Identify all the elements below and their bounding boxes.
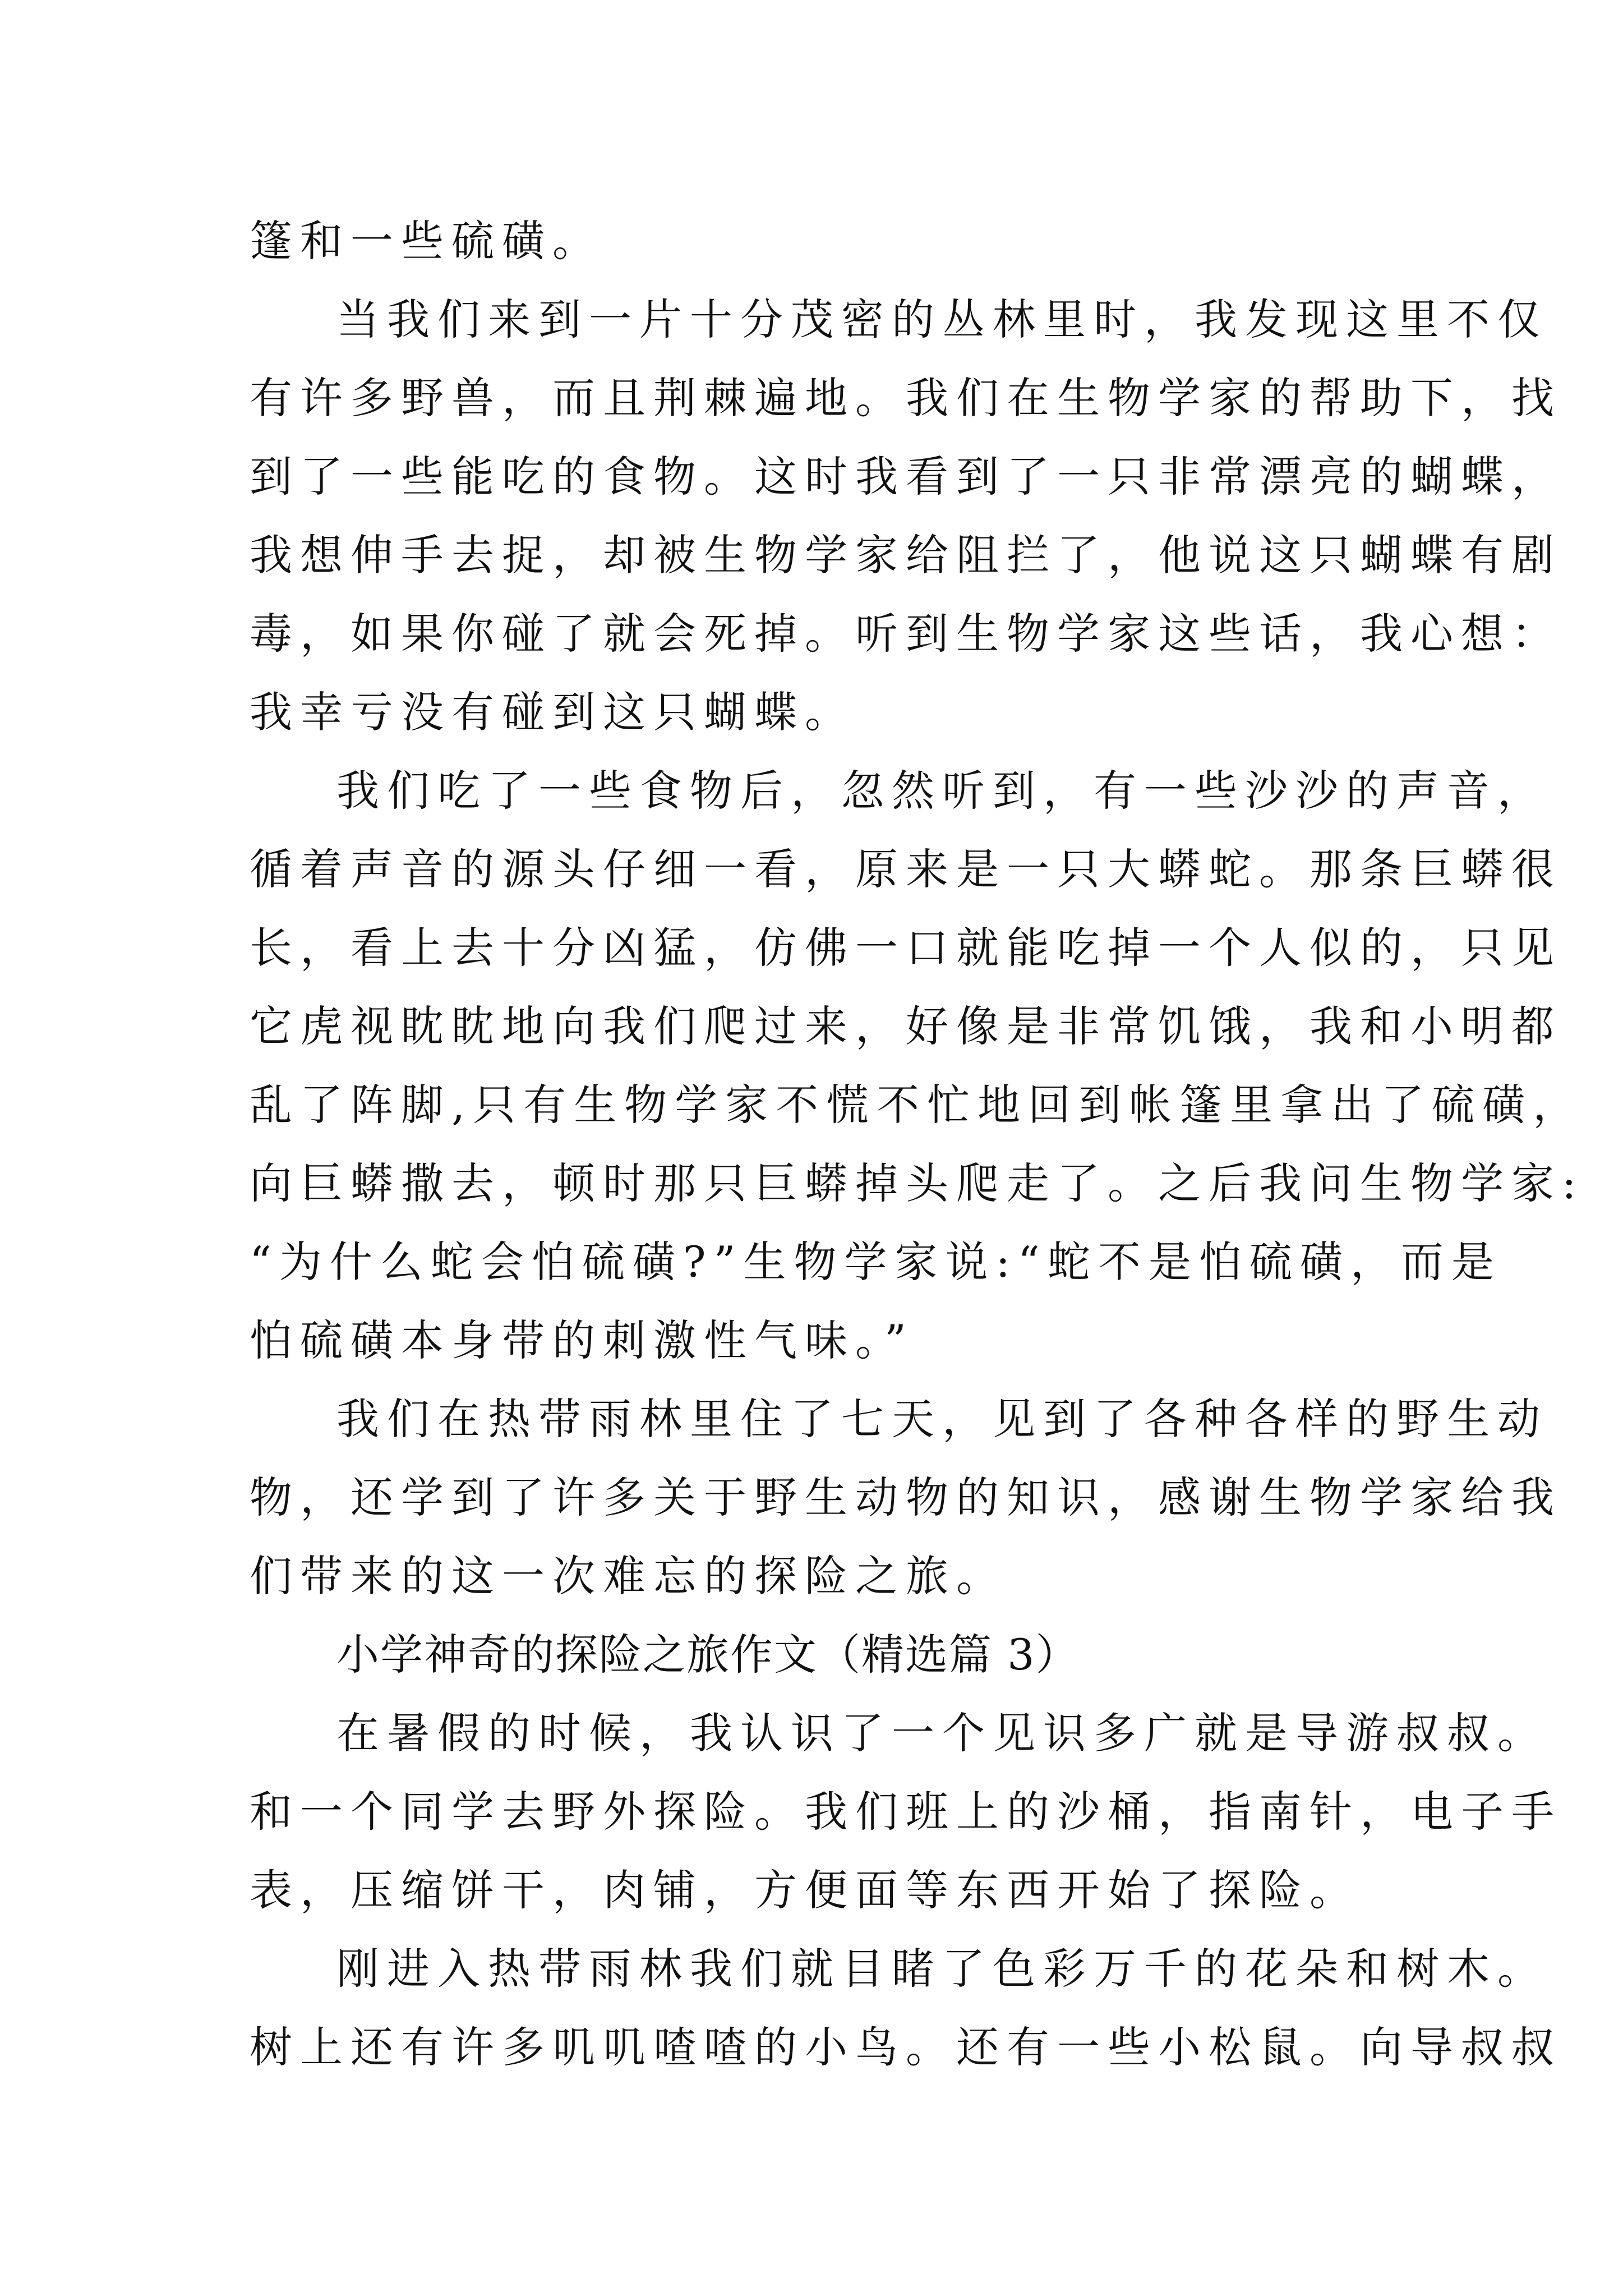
text-line: 当我们来到一片十分茂密的丛林里时，我发现这里不仅 [336,295,1548,344]
text-line: 它虎视眈眈地向我们爬过来，好像是非常饥饿，我和小明都 [250,1001,1562,1051]
text-line: 毒，如果你碰了就会死掉。听到生物学家这些话，我心想： [250,609,1562,659]
text-line: 我们在热带雨林里住了七天，见到了各种各样的野生动 [336,1394,1548,1444]
section-heading: 小学神奇的探险之旅作文（精选篇 3） [336,1630,1080,1680]
text-line: 我们吃了一些食物后，忽然听到，有一些沙沙的声音， [336,766,1548,816]
text-line: 我幸亏没有碰到这只蝴蝶。 [250,687,855,737]
text-line: 乱了阵脚,只有生物学家不慌不忙地回到帐篷里拿出了硫磺， [250,1080,1584,1130]
text-line: 树上还有许多叽叽喳喳的小鸟。还有一些小松鼠。向导叔叔 [250,2022,1562,2072]
text-line: 刚进入热带雨林我们就目睹了色彩万千的花朵和树木。 [336,1944,1548,1994]
text-line: 物，还学到了许多关于野生动物的知识，感谢生物学家给我 [250,1473,1562,1522]
text-line: “为什么蛇会怕硫磺?”生物学家说:“蛇不是怕硫磺，而是 [250,1237,1502,1287]
text-line: 到了一些能吃的食物。这时我看到了一只非常漂亮的蝴蝶， [250,452,1562,501]
text-line: 向巨蟒撒去，顿时那只巨蟒掉头爬走了。之后我问生物学家: [250,1158,1584,1208]
text-line: 和一个同学去野外探险。我们班上的沙桶，指南针，电子手 [250,1787,1562,1837]
text-line: 长，看上去十分凶猛，仿佛一口就能吃掉一个人似的，只见 [250,923,1562,973]
text-line: 循着声音的源头仔细一看，原来是一只大蟒蛇。那条巨蟒很 [250,844,1562,894]
text-line: 表，压缩饼干，肉铺，方便面等东西开始了探险。 [250,1865,1360,1915]
text-line: 我想伸手去捉，却被生物学家给阻拦了，他说这只蝴蝶有剧 [250,530,1562,580]
text-line: 怕硫磺本身带的刺激性气味。” [250,1315,914,1365]
text-line: 篷和一些硫磺。 [250,216,603,266]
text-line: 有许多野兽，而且荆棘遍地。我们在生物学家的帮助下，找 [250,373,1562,423]
text-line: 们带来的这一次难忘的探险之旅。 [250,1551,1007,1601]
text-line: 在暑假的时候，我认识了一个见识多广就是导游叔叔。 [336,1708,1548,1758]
